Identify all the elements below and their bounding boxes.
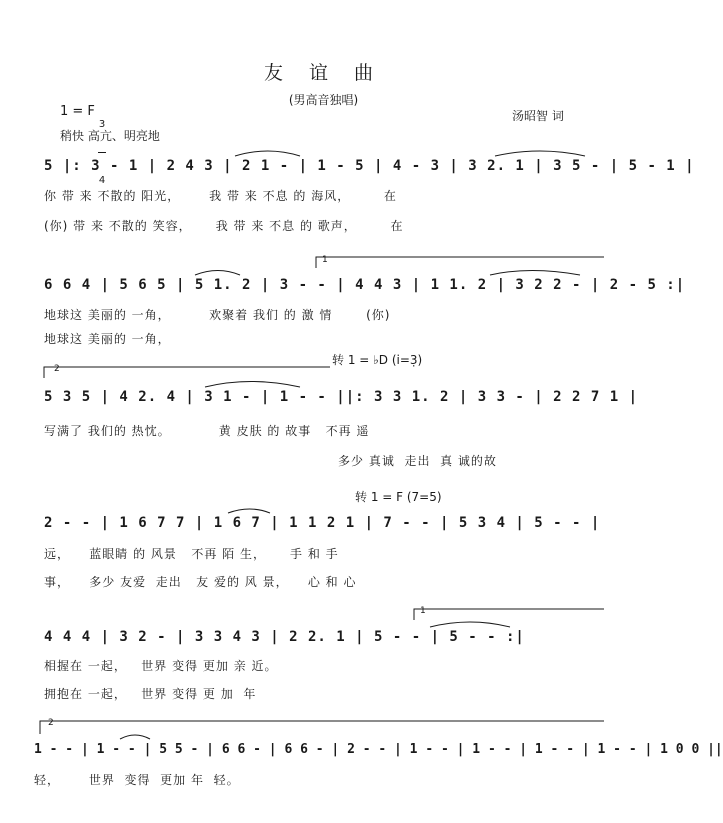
lyricist-credit: 汤昭智 词 <box>512 109 564 123</box>
lyric-line-5-1: 相握在 一起， 世界 变得 更加 亲 近。 <box>44 659 278 673</box>
volta-label-3: 1 <box>420 606 426 616</box>
song-subtitle: (男高音独唱) <box>288 93 359 107</box>
slur-1 <box>235 151 300 156</box>
time-signature-top: 3 <box>98 119 106 130</box>
notation-system-1: 5 |: 3 - 1 | 2 4 3 | 2 1 - | 1 - 5 | 4 - 3 | 3 2. 1 | 3 5 - | 5 - 1 | <box>44 158 695 174</box>
lyric-line-3-2: 多少 真诚 走出 真 诚的故 <box>338 454 497 468</box>
lyric-line-1-2: (你) 带 来 不散的 笑容， 我 带 来 不息 的 歌声， 在 <box>44 219 404 233</box>
notation-system-5: 4 4 4 | 3 2 - | 3 3 4 3 | 2 2. 1 | 5 - - | 5 - - :| <box>44 629 525 645</box>
notation-system-4: 2 - - | 1 6 7 7 | 1 6 7 | 1 1 2 1 | 7 - - | 5 3 4 | 5 - - | <box>44 515 601 531</box>
volta-bracket-1 <box>316 257 604 268</box>
notation-system-6: 1 - - | 1 - - | 5 5 - | 6 6 - | 6 6 - | 2 - - | 1 - - | 1 - - | 1 - - | 1 - - | 1 0 0 || <box>34 742 723 757</box>
slur-6 <box>228 509 270 513</box>
time-signature <box>98 97 106 197</box>
slur-2 <box>495 151 585 156</box>
volta-bracket-4 <box>40 721 604 734</box>
lyric-line-6-1: 轻， 世界 变得 更加 年 轻。 <box>34 773 240 787</box>
time-signature-line <box>98 152 106 153</box>
volta-bracket-2 <box>44 367 330 378</box>
notation-system-3: 5 3 5 | 4 2. 4 | 3 1 - | 1 - - ||: 3 3 1. 2 | 3 3 - | 2 2 7 1 | <box>44 389 639 405</box>
slur-3 <box>195 271 240 276</box>
lyric-line-4-1: 远， 蓝眼睛 的 风景 不再 陌 生， 手 和 手 <box>44 547 339 561</box>
slur-5 <box>205 382 300 388</box>
slur-8 <box>120 735 150 739</box>
key-signature: 1 = F <box>60 104 95 119</box>
lyric-line-4-2: 事， 多少 友爱 走出 友 爱的 风 景， 心 和 心 <box>44 575 357 589</box>
volta-label-2: 2 <box>54 364 60 374</box>
lyric-line-3-1: 写满了 我们的 热忱。 黄 皮肤 的 故事 不再 遥 <box>44 424 370 438</box>
tempo-marking: 稍快 高亢、明亮地 <box>60 129 160 143</box>
song-title: 友 谊 曲 <box>263 62 384 84</box>
slur-7 <box>430 622 510 627</box>
lyric-line-2-1: 地球这 美丽的 一角， 欢聚着 我们 的 激 情 (你) <box>44 308 391 322</box>
lyric-line-5-2: 拥抱在 一起， 世界 变得 更 加 年 <box>44 687 257 701</box>
volta-label-4: 2 <box>48 718 54 728</box>
modulation-2: 转 1 = F (7=5) <box>355 490 442 504</box>
lyric-line-2-2: 地球这 美丽的 一角， <box>44 332 171 346</box>
lyric-line-1-1: 你 带 来 不散的 阳光， 我 带 来 不息 的 海风， 在 <box>44 189 397 203</box>
volta-label-1: 1 <box>322 255 328 265</box>
slur-4 <box>490 271 580 276</box>
notation-system-2: 6 6 4 | 5 6 5 | 5 1. 2 | 3 - - | 4 4 3 | 1 1. 2 | 3 2 2 - | 2 - 5 :| <box>44 277 686 293</box>
volta-bracket-3 <box>414 609 604 620</box>
time-signature-bottom: 4 <box>98 175 106 186</box>
modulation-1: 转 1 = ♭D (i̇=3̣) <box>332 353 423 367</box>
